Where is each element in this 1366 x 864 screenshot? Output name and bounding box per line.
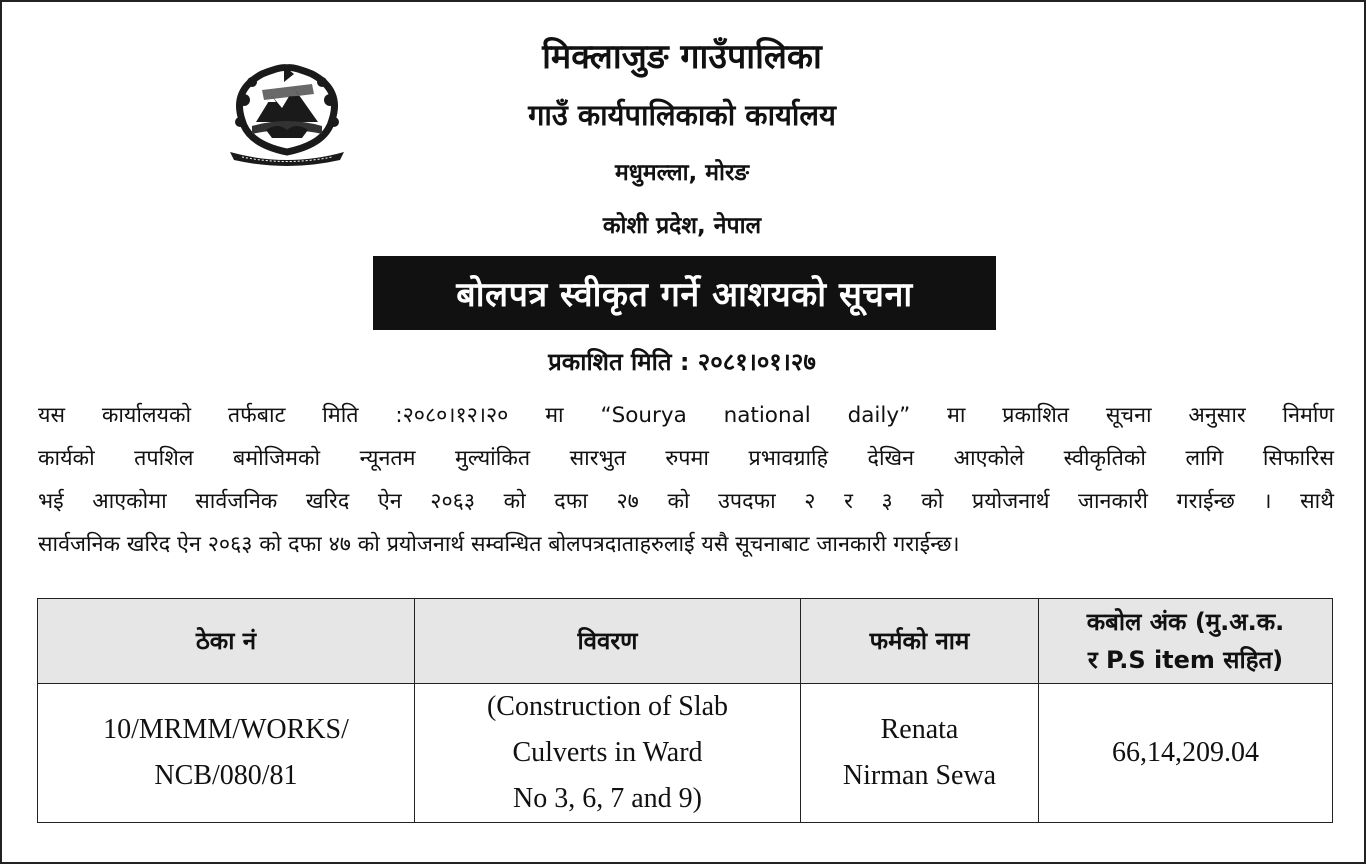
header-contract-no: ठेका नं [38,599,415,684]
municipality-name: मिक्लाजुङ गाउँपालिका [542,37,822,77]
nepal-emblem-icon [222,60,352,168]
description-line: (Construction of Slab [486,691,729,722]
header-bid-amount-line: कबोल अंक (मु.अ.क. [1086,608,1285,636]
firm-name-line: Renata [880,714,959,745]
description-line: No 3, 6, 7 and 9) [513,783,702,814]
contract-no-line: 10/MRMM/WORKS/ [103,714,349,745]
table-row [38,684,1333,823]
cell-description [415,684,801,823]
header-bid-amount-line: र P.S item सहित) [1087,646,1284,674]
body-line: सार्वजनिक खरिद ऐन २०६३ को दफा ४७ को प्रयोजनार्थ सम्वन्धित बोलपत्रदाताहरुलाई यसै सूचनाबाट जानकारी गराईन्छ। [38,532,960,557]
firm-name-line: Nirman Sewa [842,760,997,791]
office-name: गाउँ कार्यपालिकाको कार्यालय [528,98,836,132]
cell-firm-name [801,684,1039,823]
cell-contract-no [38,684,415,823]
header-bid-amount [1039,599,1333,684]
published-date: प्रकाशित मिति : २०८१।०१।२७ [548,348,816,376]
table-header-row [38,599,1333,684]
tender-table [37,598,1333,823]
cell-bid-amount: 66,14,209.04 [1039,684,1333,823]
notice-body [38,394,1334,566]
province-country: कोशी प्रदेश, नेपाल [602,213,762,239]
body-line: कार्यको तपशिल बमोजिमको न्यूनतम मुल्यांकित सारभुत रुपमा प्रभावग्राहि देखिन आएकोले स्वीकृतिको लागि सिफारिस [38,446,1334,471]
body-line: यस कार्यालयको तर्फबाट मिति :२०८०।१२।२० मा “Sourya national daily” मा प्रकाशित सूचना अनुसार निर्माण [38,403,1334,428]
description-line: Culverts in Ward [512,737,703,768]
body-line: भई आएकोमा सार्वजनिक खरिद ऐन २०६३ को दफा २७ को उपदफा २ र ३ को प्रयोजनार्थ जानकारी गराईन्छ । साथै [38,489,1334,514]
contract-no-line: NCB/080/81 [154,760,298,791]
header-firm-name: फर्मको नाम [801,599,1039,684]
notice-title: बोलपत्र स्वीकृत गर्ने आशयको सूचना [456,275,913,315]
office-location: मधुमल्ला, मोरङ [614,160,750,186]
header-description: विवरण [415,599,801,684]
notice-title-banner [373,256,996,330]
